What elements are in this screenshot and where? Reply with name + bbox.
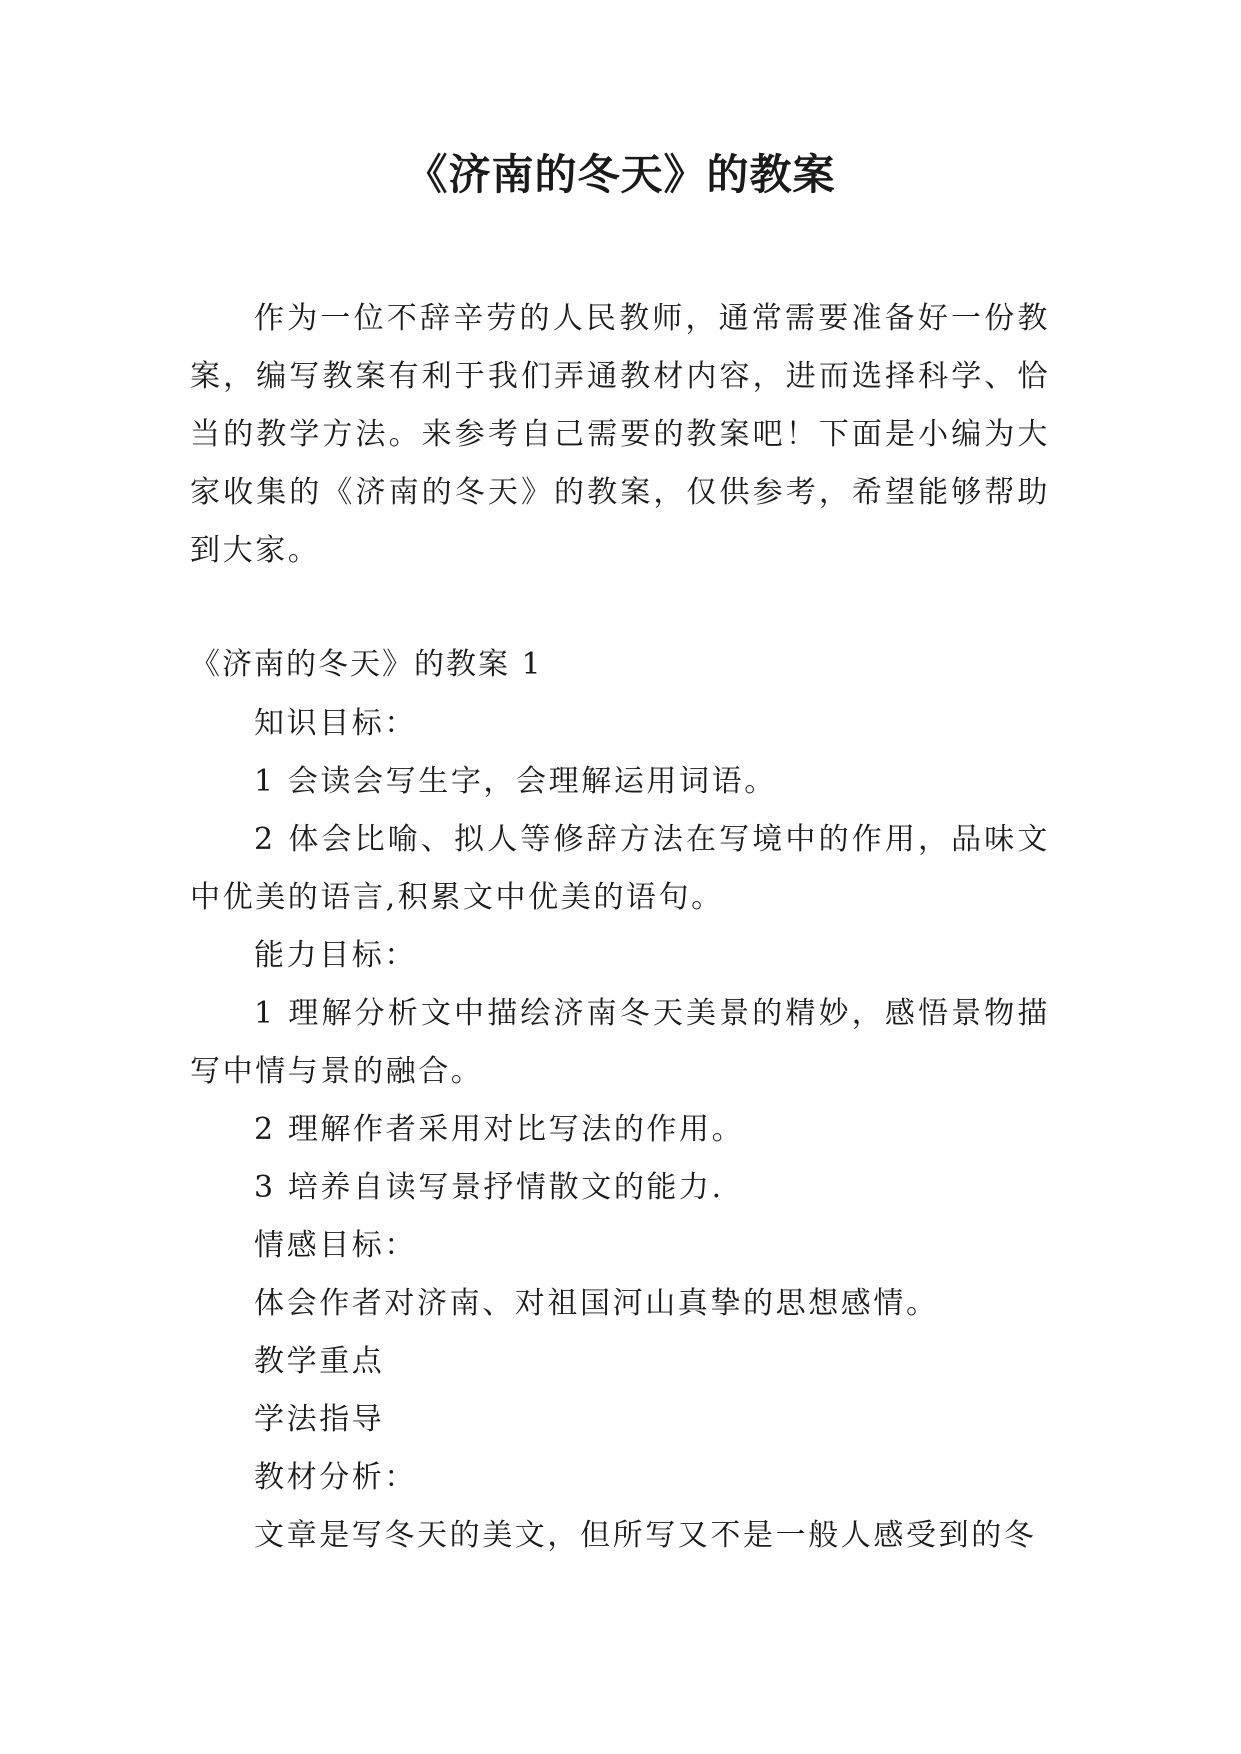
paragraph-emotion-goal: 情感目标： [254,1228,417,1263]
paragraph-study-guide: 学法指导 [254,1402,385,1437]
paragraph-ability-goal: 能力目标： [254,938,417,973]
section-body [190,695,1050,1565]
paragraph-teaching-focus: 教学重点 [254,1344,385,1379]
paragraph-item: 1 会读会写生字，会理解运用词语。 [254,764,777,799]
paragraph-item: 3 培养自读写景抒情散文的能力. [254,1170,724,1205]
document-title: 《济南的冬天》的教案 [405,150,836,199]
paragraph-item: 文章是写冬天的美文，但所写又不是一般人感受到的冬 [254,1518,1037,1553]
paragraph-item: 2 体会比喻、拟人等修辞方法在写境中的作用，品味文中优美的语言,积累文中优美的语句。 [190,822,1050,915]
paragraph-knowledge-goal: 知识目标： [254,706,417,741]
paragraph-item: 体会作者对济南、对祖国河山真挚的思想感情。 [254,1286,939,1321]
intro-paragraph: 作为一位不辞辛劳的人民教师，通常需要准备好一份教案，编写教案有利于我们弄通教材内容，进而选择科学、恰当的教学方法。来参考自己需要的教案吧！下面是小编为大家收集的《济南的冬天》的教案，仅供参考，希望能够帮助到大家。 [190,301,1050,568]
paragraph-item: 1 理解分析文中描绘济南冬天美景的精妙，感悟景物描写中情与景的融合。 [190,996,1050,1089]
paragraph-item: 2 理解作者采用对比写法的作用。 [254,1112,745,1147]
section-title: 《济南的冬天》的教案 1 [190,647,543,682]
paragraph-material-analysis: 教材分析： [254,1460,417,1495]
